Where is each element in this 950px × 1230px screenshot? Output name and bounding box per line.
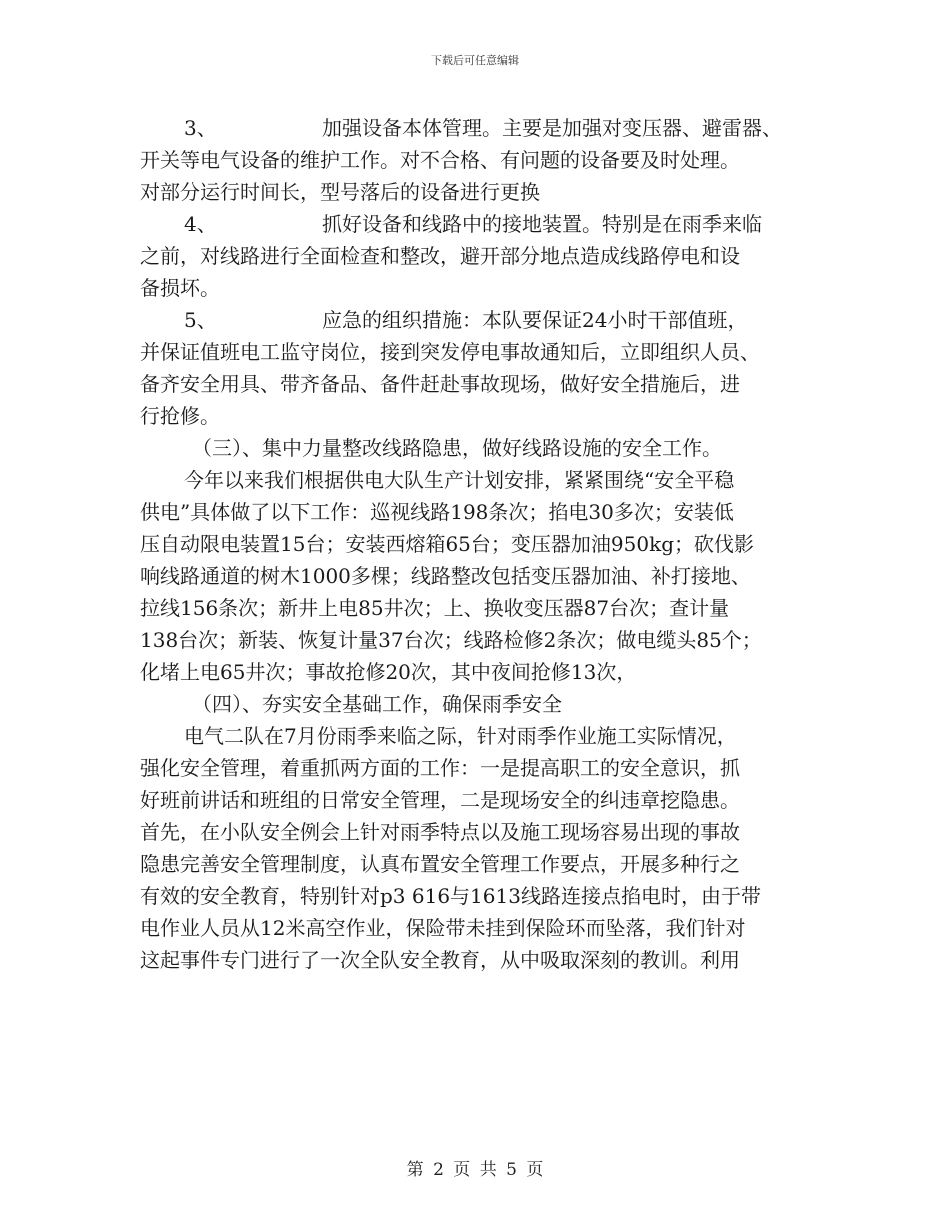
paragraph-line: 并保证值班电工监守岗位，接到突发停电事故通知后，立即组织人员、 — [140, 340, 760, 364]
paragraph-line: 化堵上电65井次；事故抢修20次，其中夜间抢修13次， — [140, 660, 637, 684]
item-text: 加强设备本体管理。主要是加强对变压器、避雷器、 — [322, 116, 782, 140]
paragraph-line: 之前，对线路进行全面检查和整改，避开部分地点造成线路停电和设 — [140, 244, 740, 268]
list-item — [140, 208, 820, 304]
list-item — [140, 112, 820, 208]
item-number: 5、 — [184, 308, 217, 332]
document-body — [140, 112, 820, 976]
section-heading: （三）、集中力量整改线路隐患，做好线路设施的安全工作。 — [192, 436, 722, 460]
paragraph-line: 压自动限电装置15台；安装西熔箱65台；变压器加油950kg；砍伐影 — [140, 532, 754, 556]
paragraph-line: 这起事件专门进行了一次全队安全教育，从中吸取深刻的教训。利用 — [140, 948, 740, 972]
item-number: 3、 — [184, 116, 217, 140]
item-number: 4、 — [184, 212, 217, 236]
section-heading: （四）、夯实安全基础工作，确保雨季安全 — [192, 692, 562, 716]
paragraph-line: 开关等电气设备的维护工作。对不合格、有问题的设备要及时处理。 — [140, 148, 740, 172]
paragraph-line: 响线路通道的树木1000多棵；线路整改包括变压器加油、补打接地、 — [140, 564, 751, 588]
paragraph-line: 对部分运行时间长，型号落后的设备进行更换 — [140, 180, 540, 204]
paragraph-line: 好班前讲话和班组的日常安全管理，二是现场安全的纠违章挖隐患。 — [140, 788, 740, 812]
paragraph-line: 首先，在小队安全例会上针对雨季特点以及施工现场容易出现的事故 — [140, 820, 740, 844]
paragraph-line: 电气二队在7月份雨季来临之际，针对雨季作业施工实际情况， — [184, 724, 737, 748]
item-text: 抓好设备和线路中的接地装置。特别是在雨季来临 — [322, 212, 762, 236]
paragraph-line: 138台次；新装、恢复计量37台次；线路检修2条次；做电缆头85个； — [140, 628, 762, 652]
item-first-line — [140, 112, 820, 144]
list-item — [140, 304, 820, 432]
item-first-line — [140, 208, 820, 240]
paragraph-line: 行抢修。 — [140, 404, 220, 428]
page-header: 下载后可任意编辑 — [431, 54, 519, 67]
item-first-line — [140, 304, 820, 336]
paragraph-line: 隐患完善安全管理制度，认真布置安全管理工作要点，开展多种行之 — [140, 852, 740, 876]
paragraph-line: 强化安全管理，着重抓两方面的工作：一是提高职工的安全意识，抓 — [140, 756, 740, 780]
item-text: 应急的组织措施：本队要保证24小时干部值班， — [322, 308, 748, 332]
paragraph-line: 备齐安全用具、带齐备品、备件赶赴事故现场，做好安全措施后，进 — [140, 372, 740, 396]
paragraph-line: 今年以来我们根据供电大队生产计划安排，紧紧围绕“安全平稳 — [184, 468, 735, 492]
paragraph-line: 备损坏。 — [140, 276, 220, 300]
page-number-footer: 第 2 页 共 5 页 — [406, 1160, 544, 1180]
paragraph-line: 电作业人员从12米高空作业，保险带未挂到保险环而坠落，我们针对 — [140, 916, 746, 940]
paragraph-line: 供电”具体做了以下工作：巡视线路198条次；掐电30多次；安装低 — [140, 500, 734, 524]
paragraph-line: 拉线156条次；新井上电85井次；上、换收变压器87台次；查计量 — [140, 596, 730, 620]
paragraph-line: 有效的安全教育，特别针对p3 616与1613线路连接点掐电时，由于带 — [140, 884, 761, 908]
